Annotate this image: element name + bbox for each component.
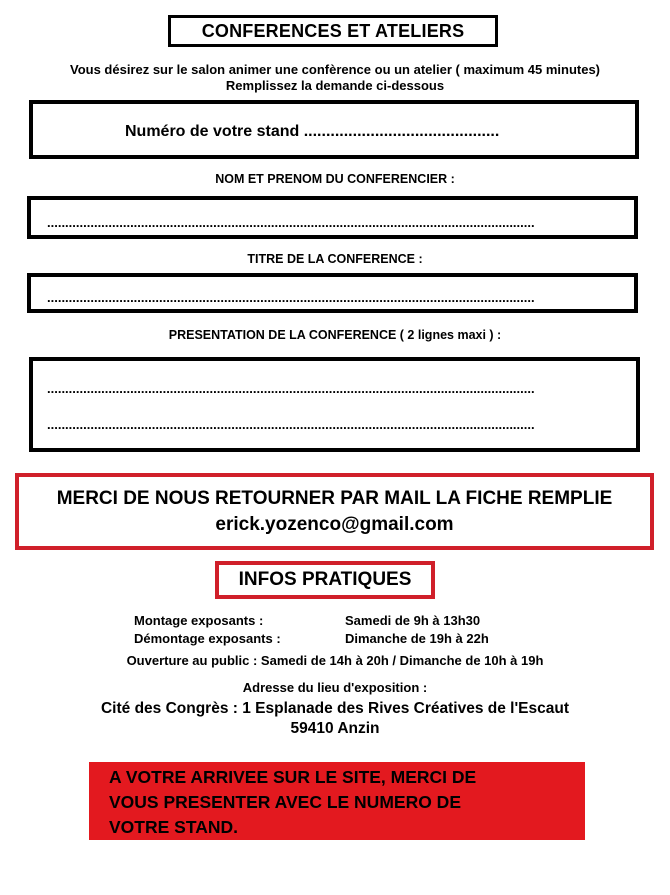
conference-title-label: TITRE DE LA CONFERENCE : bbox=[247, 252, 423, 266]
montage-label: Montage exposants : bbox=[134, 613, 264, 628]
intro-line-1: Vous désirez sur le salon animer une confèrence ou un atelier ( maximum 45 minutes) bbox=[69, 62, 601, 77]
address-line-1: Cité des Congrès : 1 Esplanade des Rives Créatives de l'Escaut bbox=[100, 700, 569, 717]
return-notice-box bbox=[15, 473, 654, 550]
demontage-value: Dimanche de 19h à 22h bbox=[345, 631, 489, 646]
return-email[interactable]: erick.yozenco@gmail.com bbox=[215, 514, 454, 535]
speaker-name-label: NOM ET PRENOM DU CONFERENCIER : bbox=[215, 172, 455, 186]
presentation-dots-line-1: ....................................................................................................................................... bbox=[47, 381, 535, 396]
conference-title-dots: ....................................................................................................................................... bbox=[47, 290, 535, 305]
montage-value: Samedi de 9h à 13h30 bbox=[345, 613, 481, 628]
arrival-banner-line-1: A VOTRE ARRIVEE SUR LE SITE, MERCI DE bbox=[109, 767, 477, 787]
address-line-2: 59410 Anzin bbox=[290, 720, 380, 737]
arrival-banner-line-3: VOTRE STAND. bbox=[109, 817, 238, 837]
page-title: CONFERENCES ET ATELIERS bbox=[168, 15, 498, 47]
arrival-banner-line-2: VOUS PRESENTER AVEC LE NUMERO DE bbox=[109, 792, 461, 812]
presentation-dots-line-2: ....................................................................................................................................... bbox=[47, 417, 535, 432]
return-notice-text: MERCI DE NOUS RETOURNER PAR MAIL LA FICHE REMPLIE bbox=[56, 488, 613, 509]
infos-title: INFOS PRATIQUES bbox=[215, 561, 435, 599]
demontage-label: Démontage exposants : bbox=[134, 631, 281, 646]
stand-number-field[interactable] bbox=[125, 123, 499, 141]
arrival-banner bbox=[89, 762, 585, 840]
stand-number-label: Numéro de votre stand bbox=[125, 123, 300, 140]
stand-number-dots: ............................................ bbox=[303, 123, 500, 140]
opening-hours: Ouverture au public : Samedi de 14h à 20h / Dimanche de 10h à 19h bbox=[126, 653, 544, 668]
speaker-name-dots: ....................................................................................................................................... bbox=[47, 215, 535, 230]
presentation-field[interactable] bbox=[29, 357, 640, 452]
presentation-label: PRESENTATION DE LA CONFERENCE ( 2 lignes maxi ) : bbox=[168, 328, 502, 342]
address-label: Adresse du lieu d'exposition : bbox=[242, 680, 428, 695]
intro-line-2: Remplissez la demande ci-dessous bbox=[225, 78, 445, 93]
